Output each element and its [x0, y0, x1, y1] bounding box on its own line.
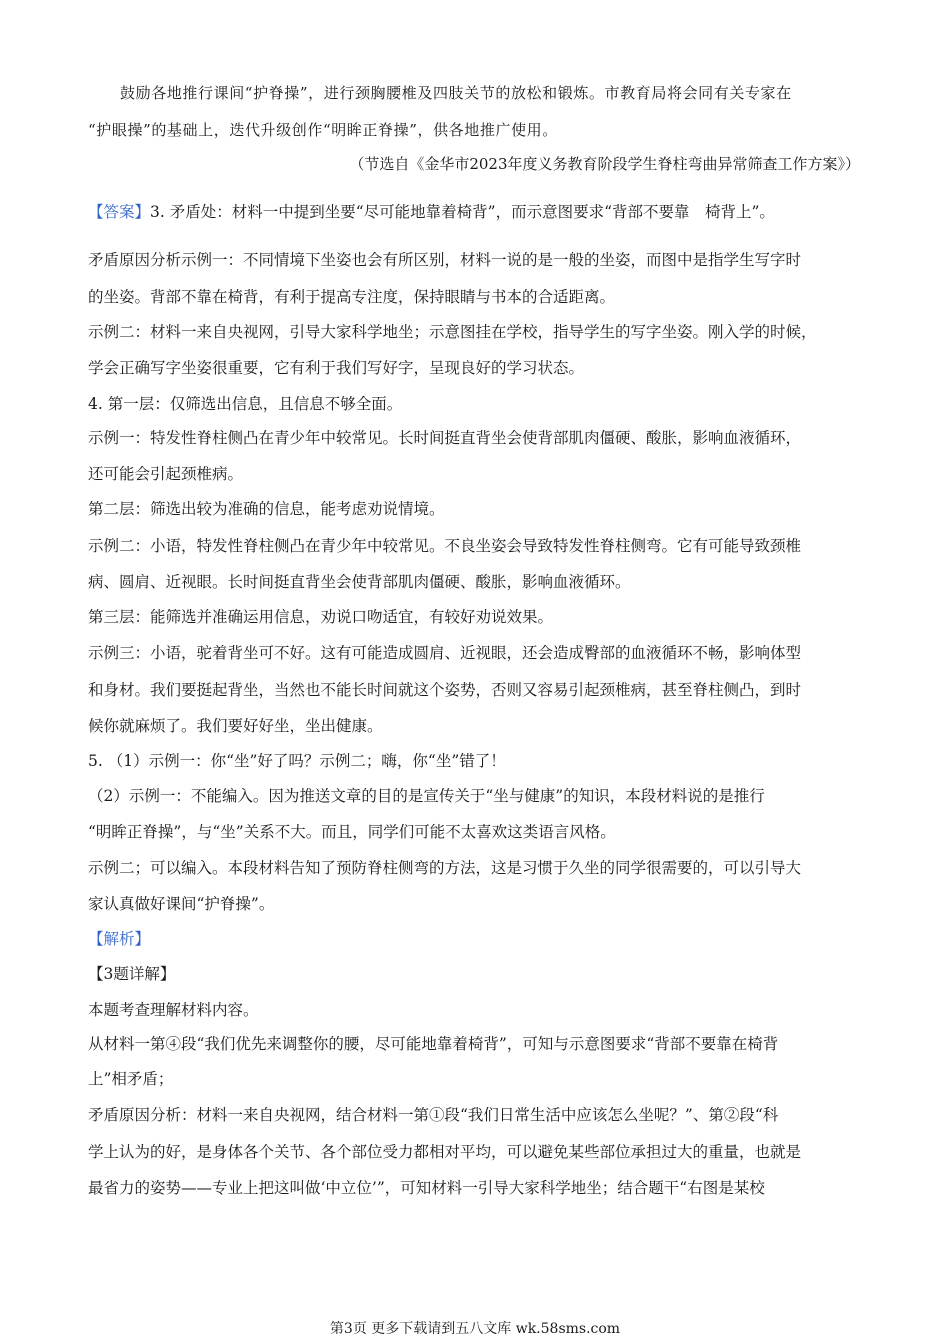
page-footer: 第3页 更多下载请到五八文库 wk.58sms.com [329, 1321, 621, 1337]
text-line: 第二层：筛选出较为准确的信息，能考虑劝说情境。 [88, 500, 445, 518]
text-line: 的坐姿。背部不靠在椅背，有利于提高专注度，保持眼睛与书本的合适距离。 [88, 288, 616, 306]
text-line: 矛盾原因分析示例一：不同情境下坐姿也会有所区别，材料一说的是一般的坐姿，而图中是指学生写字时 [88, 251, 802, 269]
text-line: 4. 第一层：仅筛选出信息，且信息不够全面。 [88, 395, 403, 413]
text-line: （2）示例一：不能编入。因为推送文章的目的是宣传关于“坐与健康”的知识，本段材料说的是推行 [88, 787, 765, 805]
analysis-q3-title: 【3题详解】 [88, 965, 176, 983]
text-line: 矛盾原因分析：材料一来自央视网，结合材料一第①段“我们日常生活中应该怎么坐呢？”、第②段“科 [88, 1106, 779, 1124]
text-line: 和身材。我们要挺起背坐，当然也不能长时间就这个姿势，否则又容易引起颈椎病，甚至脊柱侧凸，到时 [88, 681, 802, 699]
text-line: 示例一：特发性脊柱侧凸在青少年中较常见。长时间挺直背坐会使背部肌肉僵硬、酸胀，影响血液循环， [88, 429, 802, 447]
text-line: 从材料一第④段“我们优先来调整你的腰，尽可能地靠着椅背”，可知与示意图要求“背部不要靠在椅背 [88, 1035, 779, 1053]
text-line: 示例三：小语，驼着背坐可不好。这有可能造成圆肩、近视眼，还会造成臀部的血液循环不畅，影响体型 [88, 644, 802, 662]
text-line: 本题考查理解材料内容。 [88, 1001, 259, 1019]
text-line: 家认真做好课间“护脊操”。 [88, 895, 275, 913]
text-line: 最省力的姿势——专业上把这叫做‘中立位’”，可知材料一引导大家科学地坐；结合题干“右图是某校 [88, 1179, 765, 1197]
text-line: 学上认为的好，是身体各个关节、各个部位受力都相对平均，可以避免某些部位承担过大的重量，也就是 [88, 1143, 802, 1161]
text-line: 候你就麻烦了。我们要好好坐，坐出健康。 [88, 717, 383, 735]
text-line: 上”相矛盾； [88, 1070, 174, 1088]
text-line: 示例二：小语，特发性脊柱侧凸在青少年中较常见。不良坐姿会导致特发性脊柱侧弯。它有可能导致颈椎 [88, 537, 802, 555]
text-line: 病、圆肩、近视眼。长时间挺直背坐会使背部肌肉僵硬、酸胀，影响血液循环。 [88, 573, 631, 591]
analysis-tag: 【解析】 [88, 930, 151, 948]
quote-line-1: 鼓励各地推行课间“护脊操”，进行颈胸腰椎及四肢关节的放松和锻炼。市教育局将会同有关专家在 [120, 84, 792, 102]
text-line: 第三层：能筛选并准确运用信息，劝说口吻适宜，有较好劝说效果。 [88, 608, 554, 626]
text-line: 示例二：材料一来自央视网，引导大家科学地坐；示意图挂在学校，指导学生的写字坐姿。刚入学的时候， [88, 323, 817, 341]
text-line: 学会正确写字坐姿很重要，它有利于我们写好字，呈现良好的学习状态。 [88, 359, 585, 377]
quote-line-2: “护眼操”的基础上，迭代升级创作“明眸正脊操”，供各地推广使用。 [88, 121, 558, 139]
answer-q3-line [88, 202, 868, 222]
text-line: 示例二；可以编入。本段材料告知了预防脊柱侧弯的方法，这是习惯于久坐的同学很需要的，可以引导大 [88, 859, 802, 877]
text-line: “明眸正脊操”，与“坐”关系不大。而且，同学们可能不太喜欢这类语言风格。 [88, 823, 616, 841]
answer-tag: 【答案】 [88, 203, 151, 221]
text-line: 还可能会引起颈椎病。 [88, 465, 244, 483]
quote-source: （节选自《金华市2023年度义务教育阶段学生脊柱弯曲异常筛查工作方案》） [349, 155, 860, 173]
answer-q3-text: 3. 矛盾处：材料一中提到坐要“尽可能地靠着椅背”，而示意图要求“背部不要靠 椅背上”。 [150, 203, 775, 221]
text-line: 5. （1）示例一：你“坐”好了吗？示例二；嗨，你“坐”错了！ [88, 752, 506, 770]
